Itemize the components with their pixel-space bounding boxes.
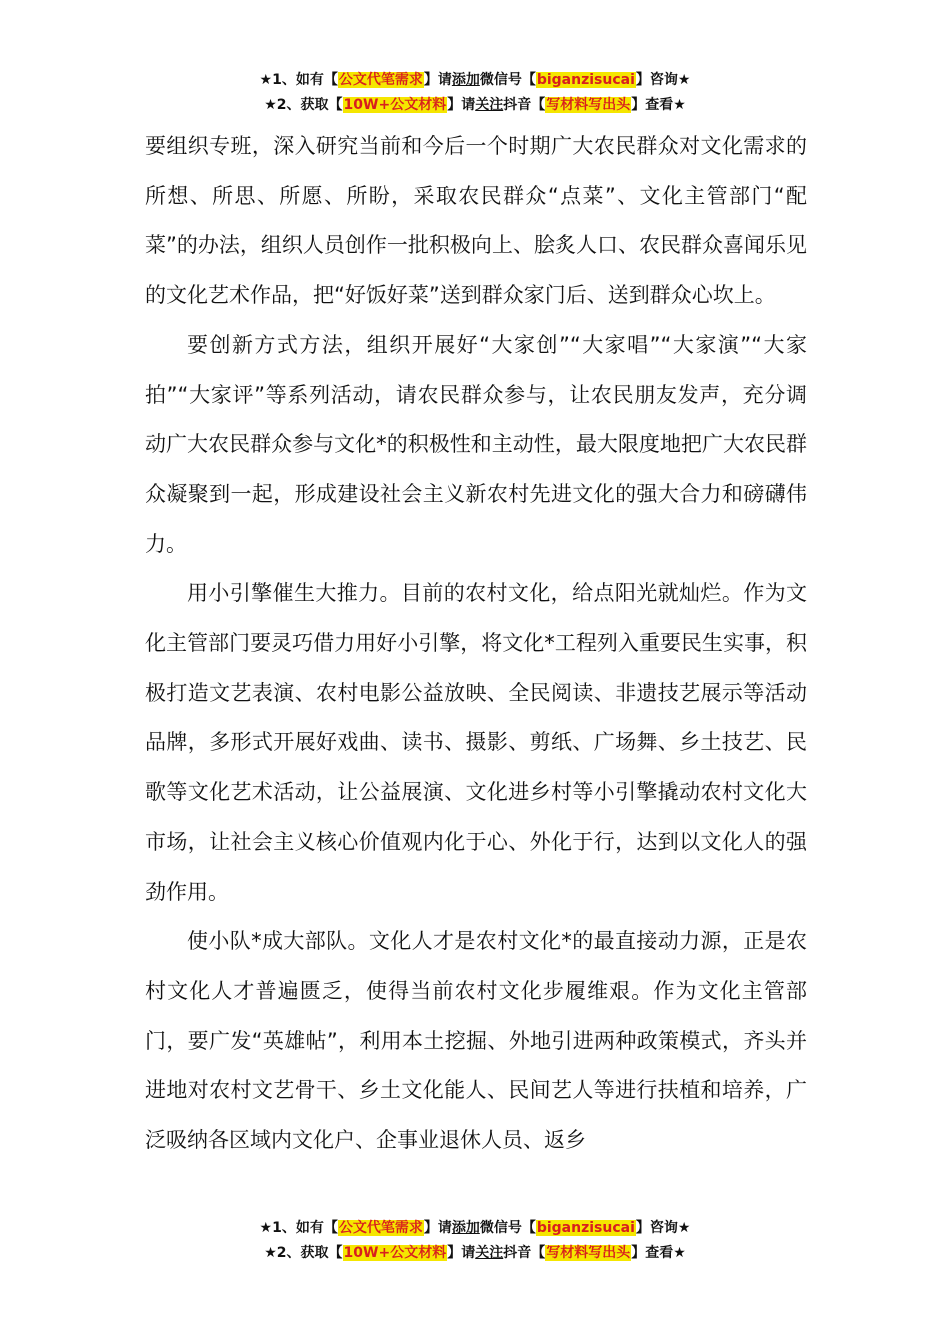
paragraph-1: 要组织专班，深入研究当前和今后一个时期广大农民群众对文化需求的所想、所思、所愿、所盼，采取农民群众“点菜”、文化主管部门“配菜”的办法，组织人员创作一批积极向上、脍炙人口、农民群众喜闻乐见的文化艺术作品，把“好饭好菜”送到群众家门后、送到群众心坎上。 (145, 134, 807, 308)
star-icon: ★ (264, 97, 277, 113)
highlight-service: 公文代笔需求 (338, 72, 423, 88)
highlight-materials: 10W+公文材料 (343, 1245, 447, 1261)
star-icon: ★ (259, 1220, 273, 1236)
paragraph-4: 使小队*成大部队。文化人才是农村文化*的最直接动力源，正是农村文化人才普遍匮乏，使得当前农村文化步履维艰。作为文化主管部门，要广发“英雄帖”，利用本土挖掘、外地引进两种政策模式，齐头并进地对农村文艺骨干、乡土文化能人、民间艺人等进行扶植和培养，广泛吸纳各区域内文化户、企事业退休人员、返乡 (145, 929, 807, 1153)
highlight-wechat-id: biganzisucai (536, 72, 635, 88)
header-banner (0, 68, 950, 118)
highlight-douyin-account: 写材料写出头 (546, 97, 631, 113)
paragraph-3: 用小引擎催生大推力。目前的农村文化，给点阳光就灿烂。作为文化主管部门要灵巧借力用好小引擎，将文化*工程列入重要民生实事，积极打造文艺表演、农村电影公益放映、全民阅读、非遗技艺展示等活动品牌，多形式开展好戏曲、读书、摄影、剪纸、广场舞、乡土技艺、民歌等文化艺术活动，让公益展演、文化进乡村等小引擎撬动农村文化大市场，让社会主义核心价值观内化于心、外化于行，达到以文化人的强劲作用。 (145, 581, 807, 904)
paragraph-2: 要创新方式方法，组织开展好“大家创”“大家唱”“大家演”“大家拍”“大家评”等系列活动，请农民群众参与，让农民朋友发声，充分调动广大农民群众参与文化*的积极性和主动性，最大限度地把广大农民群众凝聚到一起，形成建设社会主义新农村先进文化的强大合力和磅礴伟力。 (145, 332, 807, 556)
highlight-service: 公文代笔需求 (338, 1220, 423, 1236)
highlight-douyin-account: 写材料写出头 (546, 1245, 631, 1261)
banner-line-1: ★1、如有【公文代笔需求】请添加微信号【biganzisucai】咨询★ (259, 72, 691, 88)
banner-line-2: ★2、获取【10W+公文材料】请关注抖音【写材料写出头】查看★ (264, 1245, 686, 1261)
star-icon: ★ (264, 1245, 277, 1261)
star-icon: ★ (259, 72, 273, 88)
highlight-materials: 10W+公文材料 (343, 97, 447, 113)
document-body (145, 122, 807, 1166)
highlight-wechat-id: biganzisucai (536, 1220, 635, 1236)
footer-banner (0, 1216, 950, 1266)
banner-line-2: ★2、获取【10W+公文材料】请关注抖音【写材料写出头】查看★ (264, 97, 686, 113)
banner-line-1: ★1、如有【公文代笔需求】请添加微信号【biganzisucai】咨询★ (259, 1220, 691, 1236)
